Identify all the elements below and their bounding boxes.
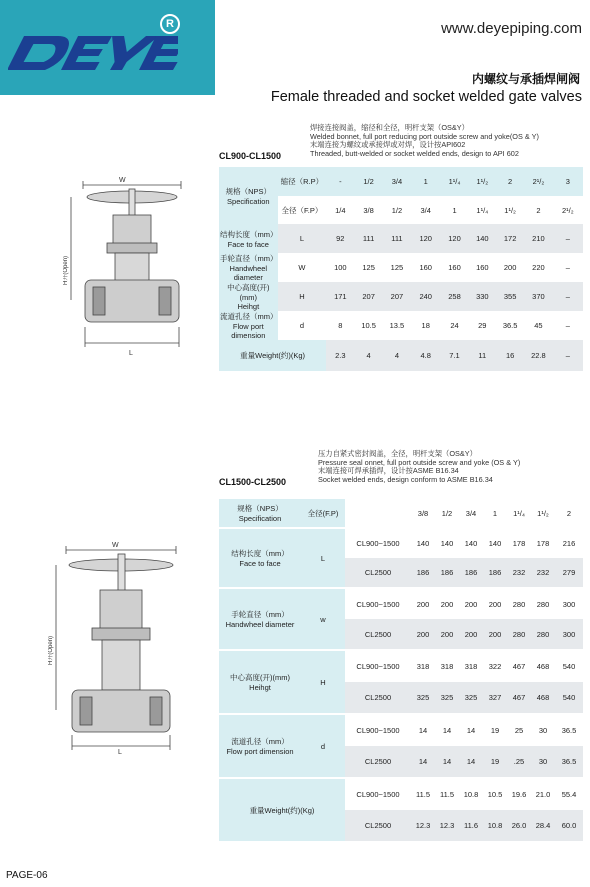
table-row: 重量Weight(约)(Kg) 2.3 4 4 4.8 7.1 11 16 22.8 –: [219, 340, 583, 371]
section1-series: CL900-CL1500: [219, 151, 282, 161]
table-row: CL2500 200 200 200 200 280 280 300: [219, 619, 583, 649]
section2-series: CL1500-CL2500: [219, 477, 287, 487]
website-url[interactable]: www.deyepiping.com: [441, 20, 582, 37]
svg-text:L: L: [129, 350, 133, 357]
full-port-label: 全径（F.P）: [281, 205, 323, 215]
table-row: CL2500 14 14 14 19 .25 30 36.5: [219, 746, 583, 777]
table-row: 结构长度（mm） Face to face L 92 111 111 120 120 140 172 210 –: [219, 224, 583, 253]
table-row: 结构长度（mm） Face to face L CL900~1500 140 140 140 140 178 178 216: [219, 529, 583, 558]
page-title-cn: 内螺纹与承插焊闸阀: [471, 72, 580, 86]
section2-description: 压力自紧式密封阀盖，全径，明杆支架（OS&Y） Pressure seal onnet, full port outside screw and yoke (OS & Y) 末端连接可焊承插焊，设计按ASME B16.34 Socket welded ends, design conform to ASME B16.34: [318, 449, 521, 484]
spec-table-2: 规格（NPS） Specification 全径(F.P) 3/8 1/2 3/4 1 1¹/₄ 1¹/₂ 2 结构长度（mm） Face to face L CL900~1500 140 140 140 140 178 178 216 CL2500 186 186 186 186 232 232 279 手轮直径（mm） Handwheel diameter w CL900~1500 200 200 200 200 280 280 300 CL2500 200 200 200 200 280 280 300 中心高度(开)(mm) Heihgt H CL900~1500 318 318 318 322 467 468 540 CL2500 325 325 325 327 467 468 540 流道孔径（mm） Flow port dimension d CL900~1500 14 14 14 19 25 30 36.5 CL2500 14 14 14 19 .25 30 36.5 重量Weight(约)(Kg) CL900~1500 11.5 11.5 10.8 10.5 19.6 21.0 55.4 CL2500 12.3 12.3 11.6 10.8 26.0 28.4 60.0: [219, 499, 583, 841]
svg-text:L: L: [118, 749, 122, 755]
svg-text:H开(Open): H开(Open): [48, 635, 54, 665]
table-row: 中心高度(开)(mm) Heihgt H 171 207 207 240 258 330 355 370 –: [219, 282, 583, 311]
table-row: CL2500 186 186 186 186 232 232 279: [219, 558, 583, 587]
table-row: 流道孔径（mm） Flow port dimension d 8 10.5 13.5 18 24 29 36.5 45 –: [219, 311, 583, 340]
svg-text:H开(Open): H开(Open): [63, 255, 69, 285]
table-row: CL2500 12.3 12.3 11.6 10.8 26.0 28.4 60.0: [219, 810, 583, 841]
table-row: 手轮直径（mm） Handwheel diameter w CL900~1500 200 200 200 200 280 280 300: [219, 589, 583, 619]
nps-label-cell-2: 规格（NPS） Specification: [219, 499, 301, 527]
deye-logo: [8, 30, 178, 80]
svg-text:W: W: [112, 542, 119, 549]
page-number: PAGE-06: [6, 870, 48, 881]
table-row: 重量Weight(约)(Kg) CL900~1500 11.5 11.5 10.8 10.5 19.6 21.0 55.4: [219, 779, 583, 810]
registered-mark: R: [160, 14, 180, 34]
full-port-label-2: 全径(F.P): [301, 499, 345, 527]
valve-drawing-1: [63, 175, 203, 360]
table-row: CL2500 325 325 325 327 467 468 540: [219, 682, 583, 713]
nps-label-cell: 规格（NPS） Specification: [219, 167, 278, 224]
page-title-en: Female threaded and socket welded gate valves: [270, 89, 582, 105]
table-row: 中心高度(开)(mm) Heihgt H CL900~1500 318 318 318 322 467 468 540: [219, 651, 583, 682]
section1-description: 焊接连接阀盖，缩径和全径，明杆支架（OS&Y） Welded bonnet, full port reducing port outside screw and yoke(OS & Y) 末端连接为螺纹或承接焊或对焊，设计按API602 Threaded, butt-welded or socket welded ends, design to API 602: [310, 123, 539, 158]
valve-drawing-2: [48, 540, 208, 755]
reduced-port-label: 缩径（R.P）: [278, 167, 327, 196]
table-row: 流道孔径（mm） Flow port dimension d CL900~1500 14 14 14 19 25 30 36.5: [219, 715, 583, 746]
svg-text:W: W: [119, 177, 126, 184]
table-row: 手轮直径（mm） Handwheel diameter W 100 125 125 160 160 160 200 220 –: [219, 253, 583, 282]
spec-table-1: 规格（NPS） Specification 缩径（R.P） - 1/2 3/4 1 1¹/₄ 1¹/₂ 2 2¹/₂ 3 全径（F.P） 1/4 3/8 1/2 3/4 1 1¹/₄ 1¹/₂ 2 2¹/₂ 结构长度（mm） Face to face L 92 111 111 120 120 140 172 210 – 手轮直径（mm） Handwheel diameter W 100 125 125 160 160 160 200 220 – 中心高度(开)(mm) Heihgt H 171 207 207 240 258 330 355 370 – 流道孔径（mm） Flow port dimension d 8 10.5 13.5 18 24 29 36.5 45 – 重量Weight(约)(Kg) 2.3 4 4 4.8 7.1 11 16 22.8 –: [219, 167, 583, 371]
